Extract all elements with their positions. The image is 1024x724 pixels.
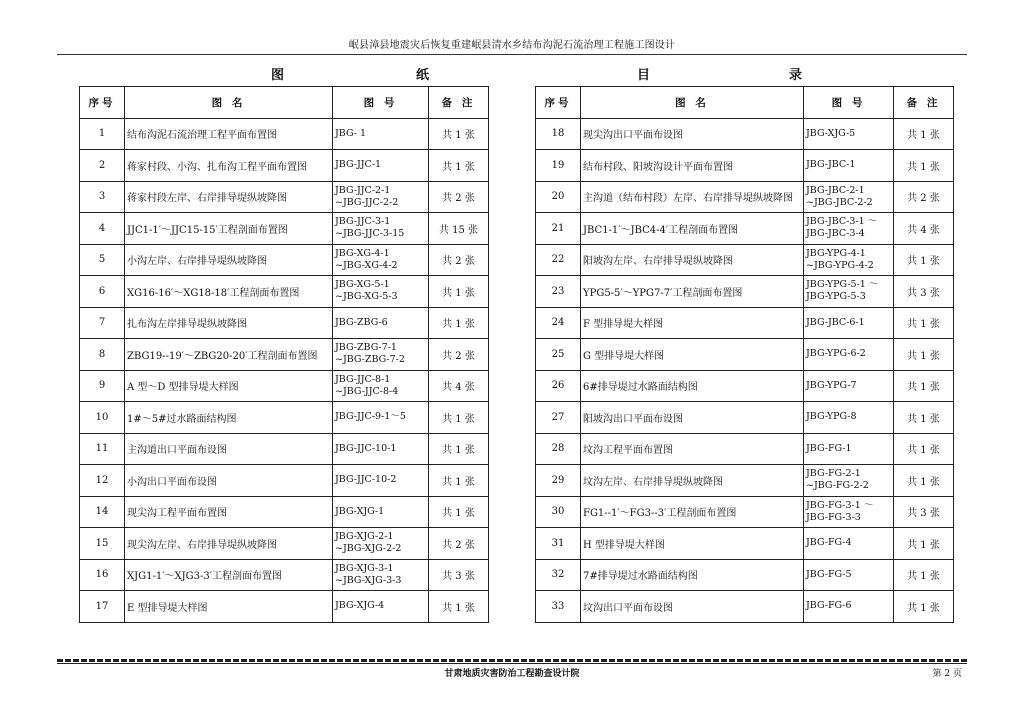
- drawing-code-text: JBG-JJC-10-2: [335, 474, 397, 486]
- row-number: 31: [536, 528, 581, 560]
- table-row: [80, 213, 489, 245]
- drawing-code: [333, 591, 429, 623]
- drawing-name: JJC1-1′～JJC15-15′工程剖面布置图: [125, 213, 333, 245]
- row-number: 32: [536, 559, 581, 591]
- drawing-name: 结布沟泥石流治理工程平面布置图: [125, 118, 333, 150]
- row-number: 14: [80, 496, 125, 528]
- table-row: [536, 118, 954, 150]
- heading-left-char-1: 图: [271, 68, 285, 83]
- table-row: [80, 465, 489, 497]
- col-header-note: 备 注: [429, 87, 489, 119]
- drawing-note: 共 3 张: [894, 496, 954, 528]
- drawing-code-text: JBG-JJC-10-1: [335, 442, 397, 454]
- drawing-code: [333, 496, 429, 528]
- row-number: 8: [80, 339, 125, 371]
- row-number: 9: [80, 370, 125, 402]
- drawing-index-table-right: [535, 86, 954, 623]
- drawing-note: 共 1 张: [894, 433, 954, 465]
- table-row: [536, 370, 954, 402]
- table-row: [80, 118, 489, 150]
- drawing-note: 共 1 张: [429, 150, 489, 182]
- drawing-name: 结布村段、阳坡沟设计平面布置图: [581, 150, 804, 182]
- drawing-code-text: JBG-XJG-2-1 ~JBG-XJG-2-2: [335, 531, 402, 555]
- drawing-note: 共 1 张: [894, 244, 954, 276]
- drawing-code-text: JBG- 1: [335, 127, 367, 139]
- drawing-note: 共 1 张: [429, 118, 489, 150]
- drawing-code-text: JBG-YPG-7: [806, 379, 857, 391]
- drawing-code-text: JBG-JBC-6-1: [806, 316, 865, 328]
- table-row: [80, 339, 489, 371]
- drawing-code-text: JBG-XJG-3-1 ~JBG-XJG-3-3: [335, 562, 402, 586]
- drawing-note: 共 1 张: [429, 433, 489, 465]
- drawing-note: 共 2 张: [429, 339, 489, 371]
- drawing-code: [333, 528, 429, 560]
- drawing-code: [804, 370, 894, 402]
- drawing-index-table-left: [79, 86, 489, 623]
- row-number: 10: [80, 402, 125, 434]
- row-number: 25: [536, 339, 581, 371]
- row-number: 19: [536, 150, 581, 182]
- col-header-name: 图 名: [125, 87, 333, 119]
- drawing-note: 共 1 张: [894, 402, 954, 434]
- drawing-code: [333, 433, 429, 465]
- drawing-name: 现尖沟左岸、右岸排导堤纵坡降图: [125, 528, 333, 560]
- col-header-code: 图 号: [804, 87, 894, 119]
- row-number: 6: [80, 276, 125, 308]
- drawing-code-text: JBG-YPG-4-1 ~JBG-YPG-4-2: [806, 247, 874, 271]
- drawing-note: 共 1 张: [429, 465, 489, 497]
- table-row: [80, 402, 489, 434]
- drawing-note: 共 1 张: [429, 307, 489, 339]
- table-header-row: [80, 87, 489, 119]
- drawing-code-text: JBG-YPG-8: [806, 411, 857, 423]
- row-number: 5: [80, 244, 125, 276]
- drawing-code-text: JBG-JJC-9-1～5: [335, 411, 406, 423]
- drawing-note: 共 3 张: [429, 559, 489, 591]
- drawing-code: [333, 181, 429, 213]
- drawing-note: 共 1 张: [894, 370, 954, 402]
- drawing-name: 坟沟工程平面布置图: [581, 433, 804, 465]
- drawing-note: 共 2 张: [894, 181, 954, 213]
- drawing-note: 共 2 张: [429, 181, 489, 213]
- drawing-code: [804, 465, 894, 497]
- drawing-code: [804, 402, 894, 434]
- row-number: 17: [80, 591, 125, 623]
- drawing-note: 共 2 张: [429, 528, 489, 560]
- table-row: [80, 307, 489, 339]
- drawing-code: [804, 591, 894, 623]
- drawing-note: 共 1 张: [429, 276, 489, 308]
- row-number: 18: [536, 118, 581, 150]
- drawing-code: [804, 213, 894, 245]
- table-row: [536, 591, 954, 623]
- table-row: [536, 150, 954, 182]
- table-row: [536, 402, 954, 434]
- row-number: 12: [80, 465, 125, 497]
- footer-rule-thin: [57, 663, 967, 664]
- drawing-name: 坟沟出口平面布设图: [581, 591, 804, 623]
- drawing-code: [804, 559, 894, 591]
- drawing-code: [333, 307, 429, 339]
- drawing-code-text: JBG-YPG-6-2: [806, 348, 866, 360]
- drawing-note: 共 1 张: [429, 496, 489, 528]
- drawing-name: 主沟道出口平面布设图: [125, 433, 333, 465]
- drawing-code: [804, 433, 894, 465]
- table-row: [80, 370, 489, 402]
- table-body-right: [536, 118, 954, 622]
- drawing-name: 小沟左岸、右岸排导堤纵坡降图: [125, 244, 333, 276]
- drawing-name: ZBG19--19′～ZBG20-20′工程剖面布置图: [125, 339, 333, 371]
- table-row: [80, 433, 489, 465]
- drawing-note: 共 1 张: [894, 591, 954, 623]
- row-number: 2: [80, 150, 125, 182]
- row-number: 33: [536, 591, 581, 623]
- drawing-code-text: JBG-FG-3-1 ～ JBG-FG-3-3: [806, 499, 874, 523]
- drawing-code: [333, 370, 429, 402]
- drawing-name: 主沟道（结布村段）左岸、右岸排导堤纵坡降图: [581, 181, 804, 213]
- row-number: 21: [536, 213, 581, 245]
- drawing-code-text: JBG-YPG-5-1 ～ JBG-YPG-5-3: [806, 279, 879, 303]
- drawing-note: 共 1 张: [894, 339, 954, 371]
- heading-right-char-2: 录: [789, 68, 803, 83]
- row-number: 1: [80, 118, 125, 150]
- drawing-name: 蒋家村段左岸、右岸排导堤纵坡降图: [125, 181, 333, 213]
- drawing-code-text: JBG-XJG-4: [335, 600, 385, 612]
- drawing-name: F 型排导堤大样图: [581, 307, 804, 339]
- drawing-name: JBC1-1′～JBC4-4′工程剖面布置图: [581, 213, 804, 245]
- drawing-code: [804, 118, 894, 150]
- drawing-name: 小沟出口平面布设图: [125, 465, 333, 497]
- drawing-code-text: JBG-XG-5-1 ~JBG-XG-5-3: [335, 279, 398, 303]
- drawing-code-text: JBG-XJG-5: [806, 127, 856, 139]
- drawing-code: [333, 559, 429, 591]
- drawing-name: YPG5-5′～YPG7-7′工程剖面布置图: [581, 276, 804, 308]
- table-row: [536, 465, 954, 497]
- table-row: [80, 150, 489, 182]
- table-header-row: [536, 87, 954, 119]
- table-body-left: [80, 118, 489, 622]
- table-row: [536, 213, 954, 245]
- drawing-code: [804, 150, 894, 182]
- drawing-note: 共 4 张: [429, 370, 489, 402]
- table-row: [80, 496, 489, 528]
- drawing-code-text: JBG-XJG-1: [335, 505, 385, 517]
- col-header-no: 序号: [536, 87, 581, 119]
- drawing-code: [333, 339, 429, 371]
- drawing-name: XG16-16′～XG18-18′工程剖面布置图: [125, 276, 333, 308]
- drawing-code-text: JBG-FG-1: [806, 442, 852, 454]
- table-row: [536, 433, 954, 465]
- drawing-note: 共 1 张: [894, 118, 954, 150]
- table-row: [536, 339, 954, 371]
- drawing-name: 蒋家村段、小沟、扎布沟工程平面布置图: [125, 150, 333, 182]
- drawing-code-text: JBG-JBC-3-1 ～ JBG-JBC-3-4: [806, 216, 878, 240]
- row-number: 11: [80, 433, 125, 465]
- drawing-note: 共 1 张: [429, 402, 489, 434]
- row-number: 15: [80, 528, 125, 560]
- drawing-name: G 型排导堤大样图: [581, 339, 804, 371]
- table-row: [80, 528, 489, 560]
- row-number: 4: [80, 213, 125, 245]
- drawing-code: [333, 150, 429, 182]
- table-row: [80, 244, 489, 276]
- drawing-code-text: JBG-JJC-8-1 ~JBG-JJC-8-4: [335, 373, 399, 397]
- drawing-code-text: JBG-ZBG-7-1 ~JBG-ZBG-7-2: [335, 342, 405, 366]
- drawing-name: 6#排导堤过水路面结构图: [581, 370, 804, 402]
- drawing-note: 共 3 张: [894, 276, 954, 308]
- col-header-code: 图 号: [333, 87, 429, 119]
- table-row: [80, 276, 489, 308]
- row-number: 20: [536, 181, 581, 213]
- drawing-note: 共 1 张: [894, 307, 954, 339]
- drawing-name: E 型排导堤大样图: [125, 591, 333, 623]
- drawing-code: [804, 181, 894, 213]
- drawing-code: [804, 244, 894, 276]
- table-row: [80, 591, 489, 623]
- drawing-note: 共 1 张: [894, 559, 954, 591]
- footer-organization: 甘肃地质灾害防治工程勘查设计院: [444, 669, 580, 679]
- drawing-note: 共 1 张: [894, 465, 954, 497]
- drawing-name: 阳坡沟左岸、右岸排导堤纵坡降图: [581, 244, 804, 276]
- row-number: 27: [536, 402, 581, 434]
- table-row: [536, 559, 954, 591]
- row-number: 16: [80, 559, 125, 591]
- drawing-note: 共 15 张: [429, 213, 489, 245]
- row-number: 3: [80, 181, 125, 213]
- drawing-name: 7#排导堤过水路面结构图: [581, 559, 804, 591]
- drawing-code: [804, 276, 894, 308]
- row-number: 22: [536, 244, 581, 276]
- table-row: [536, 276, 954, 308]
- drawing-code: [333, 118, 429, 150]
- drawing-code-text: JBG-FG-5: [806, 568, 852, 580]
- drawing-note: 共 1 张: [429, 591, 489, 623]
- drawing-code: [804, 307, 894, 339]
- header-rule: [57, 54, 967, 55]
- table-row: [80, 181, 489, 213]
- drawing-name: 1#～5#过水路面结构图: [125, 402, 333, 434]
- row-number: 26: [536, 370, 581, 402]
- col-header-name: 图 名: [581, 87, 804, 119]
- drawing-name: 扎布沟左岸排导堤纵坡降图: [125, 307, 333, 339]
- drawing-code-text: JBG-ZBG-6: [335, 316, 388, 328]
- col-header-no: 序号: [80, 87, 125, 119]
- drawing-code-text: JBG-JJC-2-1 ~JBG-JJC-2-2: [335, 184, 399, 208]
- drawing-code-text: JBG-FG-6: [806, 600, 852, 612]
- drawing-code: [333, 213, 429, 245]
- drawing-code-text: JBG-JJC-1: [335, 159, 382, 171]
- drawing-code-text: JBG-JBC-1: [806, 159, 856, 171]
- drawing-name: 坟沟左岸、右岸排导堤纵坡降图: [581, 465, 804, 497]
- row-number: 29: [536, 465, 581, 497]
- drawing-code: [333, 276, 429, 308]
- drawing-name: H 型排导堤大样图: [581, 528, 804, 560]
- row-number: 30: [536, 496, 581, 528]
- row-number: 28: [536, 433, 581, 465]
- row-number: 24: [536, 307, 581, 339]
- drawing-note: 共 2 张: [429, 244, 489, 276]
- drawing-code: [804, 339, 894, 371]
- row-number: 23: [536, 276, 581, 308]
- drawing-code: [333, 402, 429, 434]
- drawing-code: [804, 496, 894, 528]
- table-row: [536, 528, 954, 560]
- table-row: [80, 559, 489, 591]
- table-row: [536, 496, 954, 528]
- drawing-code-text: JBG-JBC-2-1 ~JBG-JBC-2-2: [806, 184, 873, 208]
- table-row: [536, 244, 954, 276]
- drawing-note: 共 1 张: [894, 528, 954, 560]
- drawing-name: FG1--1′～FG3--3′工程剖面布置图: [581, 496, 804, 528]
- footer-rule: [57, 659, 967, 662]
- table-row: [536, 181, 954, 213]
- project-title: 岷县漳县地震灾后恢复重建岷县清水乡结布沟泥石流治理工程施工图设计: [348, 40, 676, 51]
- drawing-code-text: JBG-JJC-3-1 ~JBG-JJC-3-15: [335, 216, 405, 240]
- drawing-code-text: JBG-FG-2-1 ~JBG-FG-2-2: [806, 468, 869, 492]
- drawing-name: 阳坡沟出口平面布设图: [581, 402, 804, 434]
- drawing-name: 现尖沟出口平面布设图: [581, 118, 804, 150]
- drawing-code: [333, 244, 429, 276]
- drawing-code: [333, 465, 429, 497]
- heading-right-char-1: 目: [637, 68, 651, 83]
- drawing-name: XJG1-1′～XJG3-3′工程剖面布置图: [125, 559, 333, 591]
- col-header-note: 备 注: [894, 87, 954, 119]
- drawing-code-text: JBG-XG-4-1 ~JBG-XG-4-2: [335, 247, 398, 271]
- drawing-note: 共 4 张: [894, 213, 954, 245]
- drawing-name: A 型～D 型排导堤大样图: [125, 370, 333, 402]
- drawing-name: 现尖沟工程平面布置图: [125, 496, 333, 528]
- heading-left-char-2: 纸: [416, 68, 430, 83]
- drawing-code: [804, 528, 894, 560]
- row-number: 7: [80, 307, 125, 339]
- table-row: [536, 307, 954, 339]
- footer-page-number: 第 2 页: [932, 669, 962, 679]
- drawing-note: 共 1 张: [894, 150, 954, 182]
- drawing-code-text: JBG-FG-4: [806, 537, 852, 549]
